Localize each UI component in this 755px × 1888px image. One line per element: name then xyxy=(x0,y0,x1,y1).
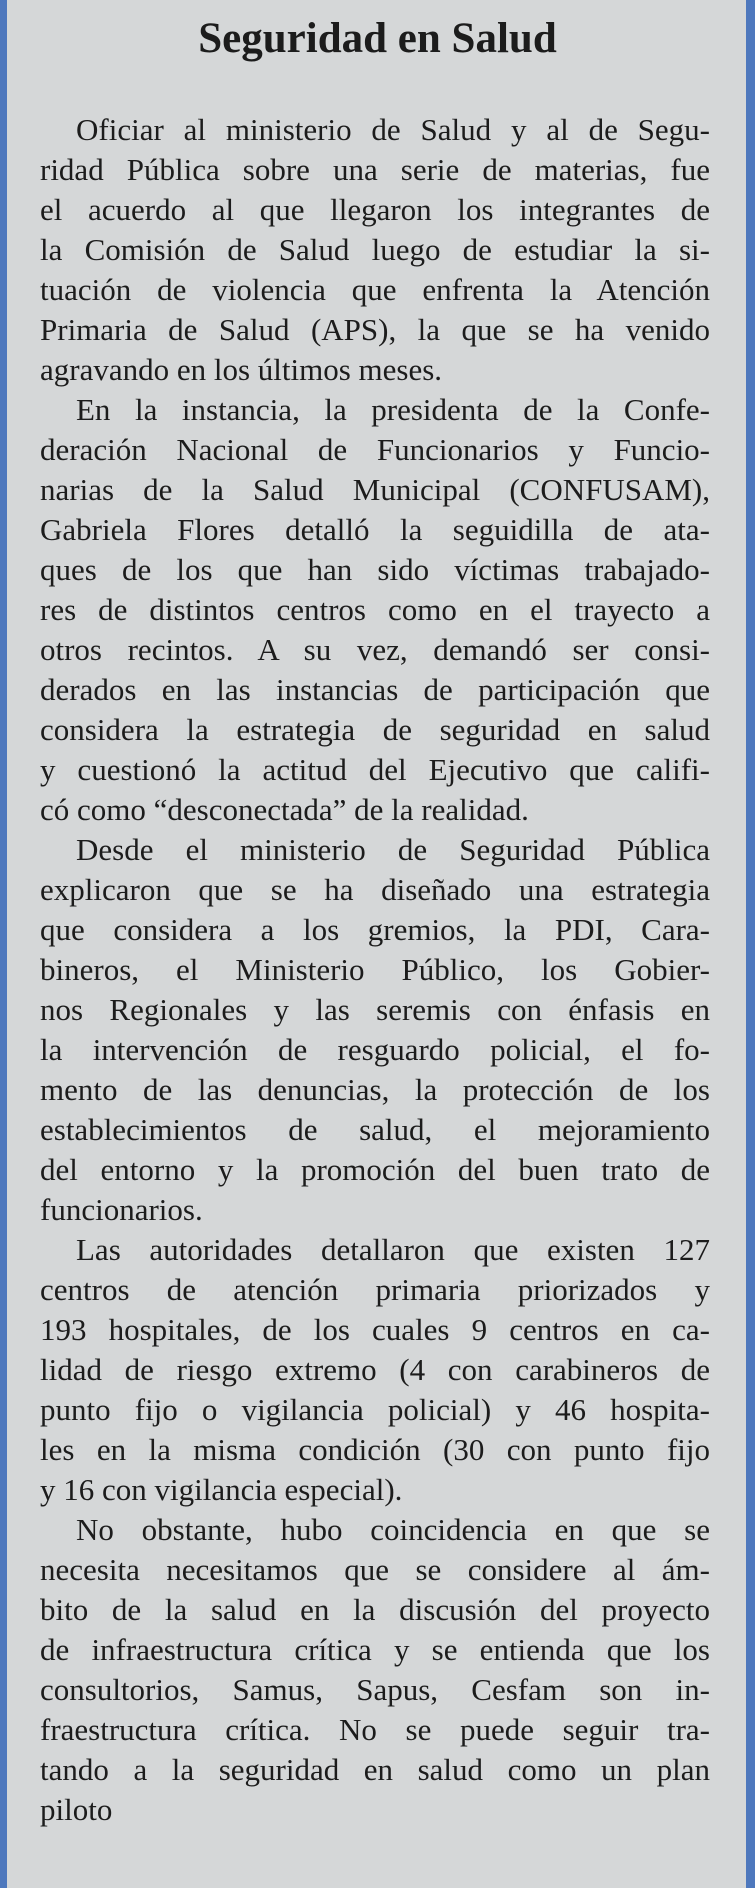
text-line: funcionarios. xyxy=(40,1192,203,1227)
text-line: que considera a los gremios, la PDI, Cara- xyxy=(40,912,710,947)
text-line: establecimientos de salud, el mejoramiento xyxy=(40,1112,710,1147)
text-line: bineros, el Ministerio Público, los Gobier- xyxy=(40,952,710,987)
text-line: la Comisión de Salud luego de estudiar la si- xyxy=(40,232,710,267)
text-line: y cuestionó la actitud del Ejecutivo que califi- xyxy=(40,752,710,787)
text-line: agravando en los últimos meses. xyxy=(40,352,443,387)
left-border xyxy=(0,0,7,1888)
right-border xyxy=(746,0,755,1888)
text-line: tuación de violencia que enfrenta la Atención xyxy=(40,272,710,307)
text-line: del entorno y la promoción del buen trato de xyxy=(40,1152,710,1187)
text-line: tando a la seguridad en salud como un plan xyxy=(40,1752,710,1787)
text-line: En la instancia, la presidenta de la Confe- xyxy=(76,392,710,427)
text-line: fraestructura crítica. No se puede seguir tra- xyxy=(40,1712,710,1747)
article-body xyxy=(40,110,710,1830)
text-line: narias de la Salud Municipal (CONFUSAM), xyxy=(40,472,710,507)
text-line: de infraestructura crítica y se entienda que los xyxy=(40,1632,710,1667)
text-line: centros de atención primaria priorizados y xyxy=(40,1272,710,1307)
text-line: Primaria de Salud (APS), la que se ha venido xyxy=(40,312,710,347)
text-line: bito de la salud en la discusión del proyecto xyxy=(40,1592,710,1627)
text-line: nos Regionales y las seremis con énfasis en xyxy=(40,992,710,1027)
text-line: derados en las instancias de participación que xyxy=(40,672,710,707)
text-line: el acuerdo al que llegaron los integrantes de xyxy=(40,192,710,227)
text-line: y 16 con vigilancia especial). xyxy=(40,1472,403,1507)
text-line: No obstante, hubo coincidencia en que se xyxy=(76,1512,710,1547)
text-line: explicaron que se ha diseñado una estrategia xyxy=(40,872,710,907)
text-line: considera la estrategia de seguridad en salud xyxy=(40,712,710,747)
text-line: consultorios, Samus, Sapus, Cesfam son in- xyxy=(40,1672,710,1707)
text-line: la intervención de resguardo policial, el fo- xyxy=(40,1032,710,1067)
text-line: 193 hospitales, de los cuales 9 centros en ca- xyxy=(40,1312,710,1347)
text-line: Oficiar al ministerio de Salud y al de Segu- xyxy=(76,112,710,147)
text-line: necesita necesitamos que se considere al ám- xyxy=(40,1552,710,1587)
text-line: Las autoridades detallaron que existen 127 xyxy=(76,1232,710,1267)
text-line: punto fijo o vigilancia policial) y 46 hospita- xyxy=(40,1392,710,1427)
text-line: Gabriela Flores detalló la seguidilla de ata- xyxy=(40,512,710,547)
article-title: Seguridad en Salud xyxy=(198,15,557,62)
text-line: les en la misma condición (30 con punto fijo xyxy=(40,1432,710,1467)
text-line: ridad Pública sobre una serie de materias, fue xyxy=(40,152,710,187)
text-line: mento de las denuncias, la protección de los xyxy=(40,1072,710,1107)
text-line: piloto xyxy=(40,1792,113,1827)
text-line: có como “desconectada” de la realidad. xyxy=(40,792,529,827)
text-line: Desde el ministerio de Seguridad Pública xyxy=(76,832,710,867)
text-line: res de distintos centros como en el trayecto a xyxy=(40,592,710,627)
text-line: otros recintos. A su vez, demandó ser consi- xyxy=(40,632,710,667)
text-line: deración Nacional de Funcionarios y Funcio- xyxy=(40,432,710,467)
text-line: lidad de riesgo extremo (4 con carabineros de xyxy=(40,1352,710,1387)
text-line: ques de los que han sido víctimas trabajado- xyxy=(40,552,710,587)
